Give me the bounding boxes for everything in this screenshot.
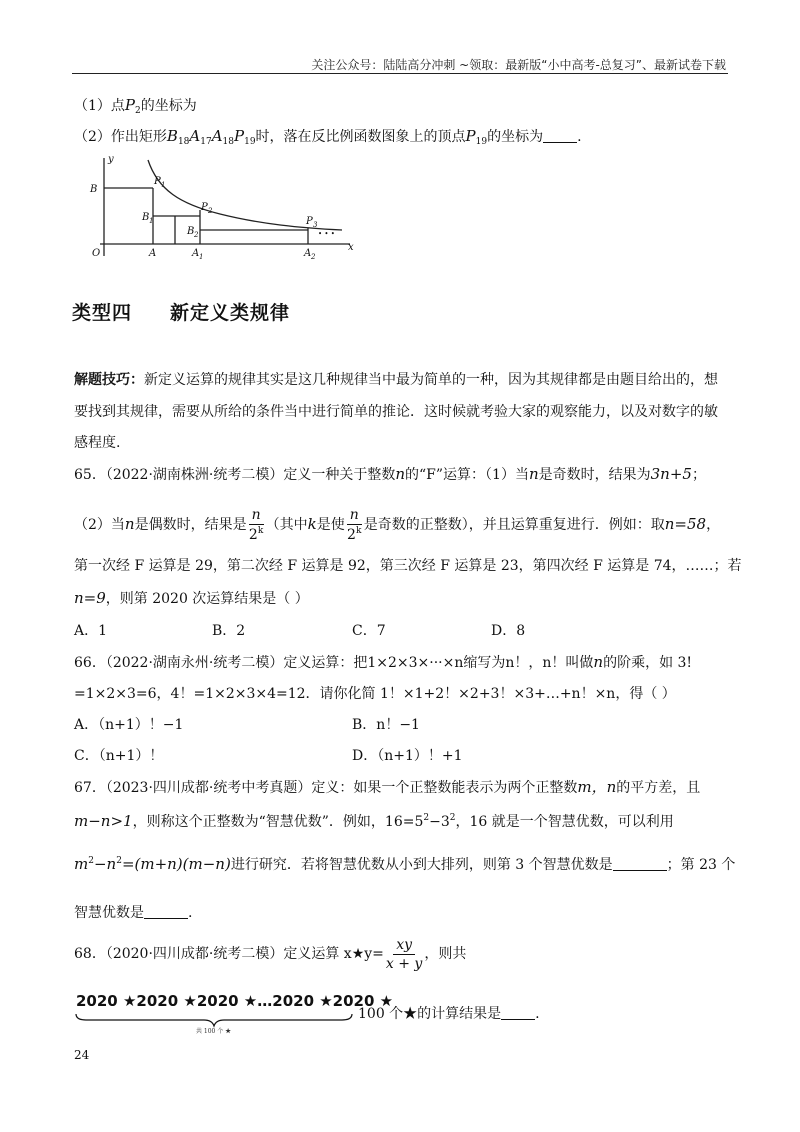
answer-blank xyxy=(144,905,188,919)
q65-option-a[interactable]: A．1 xyxy=(74,623,108,639)
prev-question-part2: （2）作出矩形$B_{18}A_{17}A_{18}P_{19}$时，落在反比例函数图象上的顶点$P_{19}$的坐标为 . xyxy=(74,127,582,147)
q66-line-2: =1×2×3=6，4！=1×2×3×4=12．请你化简 1！×1+2！×2+3！×3+…+n！×n，得（ ） xyxy=(74,686,676,702)
label-P2: P xyxy=(201,202,208,213)
label-P1: P xyxy=(154,176,161,187)
fraction-n-over-2k: $\frac{n}{2^k}$ xyxy=(347,507,362,543)
label-A: A xyxy=(149,248,157,259)
label-B2: B xyxy=(187,226,195,237)
q65-option-d[interactable]: D．8 xyxy=(491,623,526,639)
tip-line-1: 解题技巧：新定义运算的规律其实是这几种规律当中最为简单的一种，因为其规律都是由题目给出的，想 xyxy=(74,372,718,388)
q66-option-c[interactable]: C．（n+1）！ xyxy=(74,748,164,764)
q68-line-1: 68．（2020·四川成都·统考二模）定义运算 x★y= $\frac{xy}{x + y}$ ，则共 xyxy=(74,936,467,972)
q65-line-4: n=9，则第 2020 次运算结果是（ ） xyxy=(74,589,309,607)
fraction-n-over-2k: $\frac{n}{2^k}$ xyxy=(248,507,264,543)
page-header-text: 关注公众号：陆陆高分冲刺 ~领取：最新版“小中高考-总复习”、最新试卷下载 xyxy=(311,58,726,72)
q66-option-a[interactable]: A．（n+1）！−1 xyxy=(74,717,184,733)
label-y: y xyxy=(108,154,114,165)
label-B1: B xyxy=(142,212,150,223)
answer-blank xyxy=(501,1006,535,1020)
label-B2-sub: 2 xyxy=(194,231,199,239)
label-O: O xyxy=(92,248,101,259)
q65-option-b[interactable]: B．2 xyxy=(212,623,246,639)
hyperbola-curve xyxy=(148,160,342,230)
q66-line-1: 66．（2022·湖南永州·统考二模）定义运算：把1×2×3×···×n缩写为n！，n！叫做n的阶乘，如 3! xyxy=(74,653,693,671)
label-A2: A xyxy=(304,248,312,259)
answer-blank xyxy=(543,129,577,143)
header-rule xyxy=(72,73,728,74)
q67-line-4: 智慧优数是 . xyxy=(74,905,193,921)
label-B1-sub: 1 xyxy=(149,217,154,225)
q65-line-3: 第一次经 F 运算是 29，第二次经 F 运算是 92，第三次经 F 运算是 23，第四次经 F 运算是 74，……；若 xyxy=(74,558,742,574)
tip-line-3: 感程度. xyxy=(74,435,121,451)
q65-line-1: 65．（2022·湖南株洲·统考二模）定义一种关于整数n的“F”运算：（1）当n是奇数时，结果为3n+5； xyxy=(74,465,706,483)
q65-line-2: （2）当n是偶数时，结果是 $\frac{n}{2^k}$ （其中k是使 $\frac{n}{2^k}$ 是奇数的正整数），并且运算重复进行．例如：取n=58， xyxy=(74,507,721,543)
q67-line-3: $m^2-n^2=(m+n)(m-n)$进行研究．若将智慧优数从小到大排列，则第 3 个智慧优数是 ；第 23 个 xyxy=(74,855,736,873)
q68-brace-expression: 2020 ★2020 ★2020 ★…2020 ★2020 ★ xyxy=(76,992,394,1010)
q67-line-1: 67．（2023·四川成都·统考中考真题）定义：如果一个正整数能表示为两个正整数m，n的平方差，且 xyxy=(74,778,701,796)
label-P3-sub: 3 xyxy=(313,221,318,229)
label-P1-sub: 1 xyxy=(161,181,166,189)
dots: • • • xyxy=(318,230,335,238)
q66-option-b[interactable]: B．n！−1 xyxy=(352,717,420,733)
q65-option-c[interactable]: C．7 xyxy=(352,623,386,639)
label-A1-sub: 1 xyxy=(199,253,204,261)
brace-label: 共 100 个 ★ xyxy=(196,1028,232,1035)
q66-option-d[interactable]: D．（n+1）！+1 xyxy=(352,748,463,764)
section-title: 类型四 新定义类规律 xyxy=(72,302,291,324)
label-A2-sub: 2 xyxy=(311,253,316,261)
label-x: x xyxy=(348,242,354,253)
label-B: B xyxy=(90,184,98,195)
label-P2-sub: 2 xyxy=(208,207,213,215)
inverse-proportion-figure xyxy=(80,152,360,262)
tip-line-2: 要找到其规律，需要从所给的条件当中进行简单的推论．这时候就考验大家的观察能力，以及对数字的敏 xyxy=(74,404,718,420)
page-number: 24 xyxy=(74,1048,90,1062)
q67-line-2: m−n>1，则称这个正整数为“智慧优数”．例如，$16=5^2-3^2$，16 就是一个智慧优数，可以利用 xyxy=(74,812,674,830)
fraction-xy-over-x-plus-y: $\frac{xy}{x + y}$ xyxy=(385,936,423,972)
prev-question-part1: （1）点$P_2$的坐标为 xyxy=(74,96,197,116)
tip-label: 解题技巧： xyxy=(74,372,144,388)
label-A1: A xyxy=(192,248,200,259)
answer-blank xyxy=(613,857,667,871)
label-P3: P xyxy=(306,216,313,227)
q68-line-2: 100 个★的计算结果是 . xyxy=(358,1006,540,1022)
